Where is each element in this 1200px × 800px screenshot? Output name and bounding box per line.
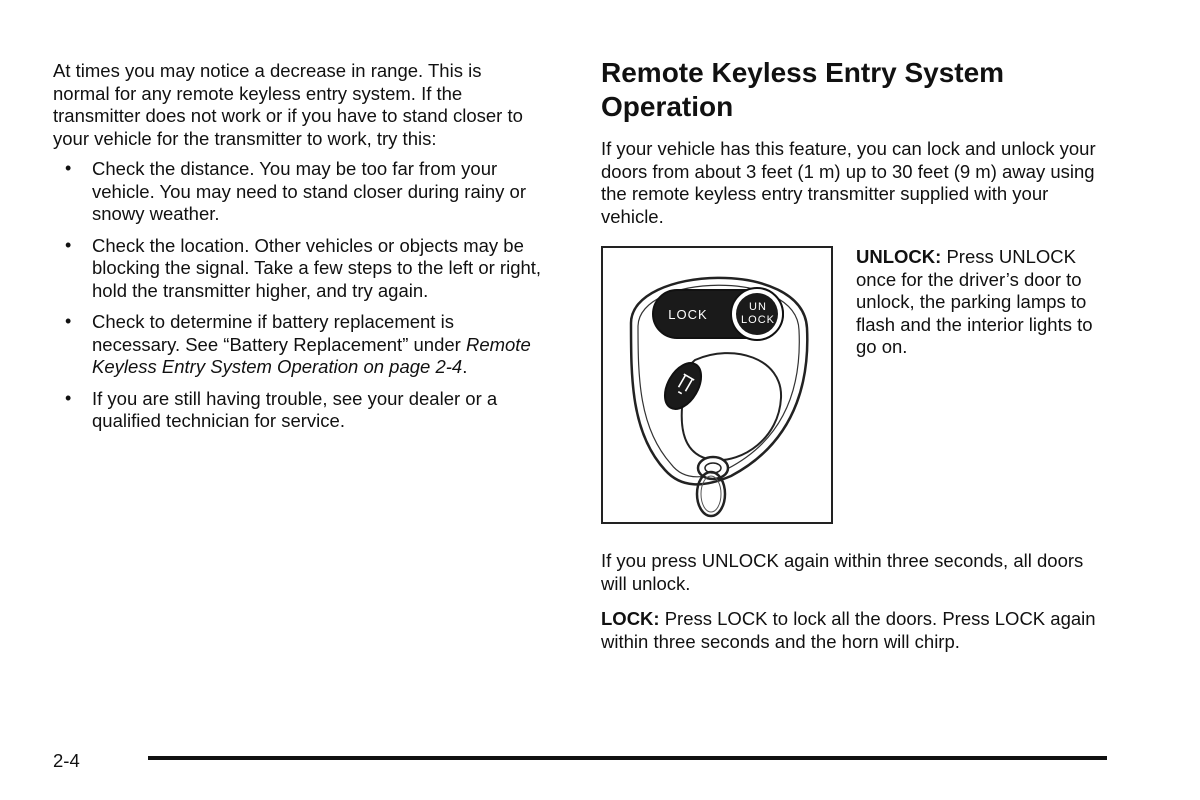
left-column: [53, 60, 543, 442]
bullet-battery: [53, 311, 543, 379]
page-number: 2-4: [53, 750, 80, 771]
bullet-dealer: [53, 388, 543, 433]
bullet-text: Check the location. Other vehicles or objects may be blocking the signal. Take a few steps to the left or right, hold the transmitter higher, and try again.: [92, 234, 542, 301]
bullet-text-end: .: [462, 356, 468, 377]
bullet-text: If you are still having trouble, see your dealer or a qualified technician for service.: [92, 387, 498, 431]
bullet-location: [53, 235, 543, 303]
lock-description: [601, 608, 1111, 653]
unlock-label: UNLOCK:: [856, 246, 942, 267]
cross-reference-link[interactable]: Remote Keyless Entry System Operation on page 2-4: [92, 333, 531, 377]
transmitter-illustration: [601, 246, 833, 524]
lock-text: Press LOCK to lock all the doors. Press LOCK again within three seconds and the horn will chirp.: [601, 608, 1096, 652]
lock-label: LOCK:: [601, 608, 660, 629]
range-intro-paragraph: At times you may notice a decrease in range. This is normal for any remote keyless entry system. If the transmitter does not work or if you have to stand closer to your vehicle for the transmitter to work, try this:: [53, 60, 523, 149]
bullet-dot-icon: •: [65, 387, 72, 408]
bullet-distance: [53, 158, 543, 226]
bullet-dot-icon: •: [65, 311, 72, 331]
key-fob-icon: [603, 248, 831, 522]
unlock-button-label-bottom: LOCK: [741, 314, 775, 326]
lock-button-label: LOCK: [668, 307, 708, 322]
bullet-text: Check to determine if battery replacement is necessary. See “Battery Replacement” under: [92, 311, 461, 355]
right-column: [601, 56, 1111, 653]
troubleshooting-list: [53, 158, 543, 433]
figure-row: [601, 246, 1111, 528]
bullet-dot-icon: •: [65, 234, 72, 255]
unlock-text: Press UNLOCK once for the driver’s door to unlock, the parking lamps to flash and the interior lights to go on.: [856, 246, 1093, 357]
bullet-text: Check the distance. You may be too far from your vehicle. You may need to stand closer during rainy or snowy weather.: [92, 158, 526, 224]
footer-rule: [148, 756, 1107, 760]
unlock-again-paragraph: If you press UNLOCK again within three seconds, all doors will unlock.: [601, 550, 1084, 594]
unlock-description: [856, 246, 1116, 359]
unlock-button-label-top: UN: [749, 301, 767, 313]
section-heading: Remote Keyless Entry System Operation: [601, 57, 1005, 122]
feature-intro-paragraph: If your vehicle has this feature, you can lock and unlock your doors from about 3 feet (1 m) up to 30 feet (9 m) away using the remote keyless entry transmitter supplied with your vehicle.: [601, 138, 1096, 227]
bullet-dot-icon: •: [65, 158, 72, 178]
